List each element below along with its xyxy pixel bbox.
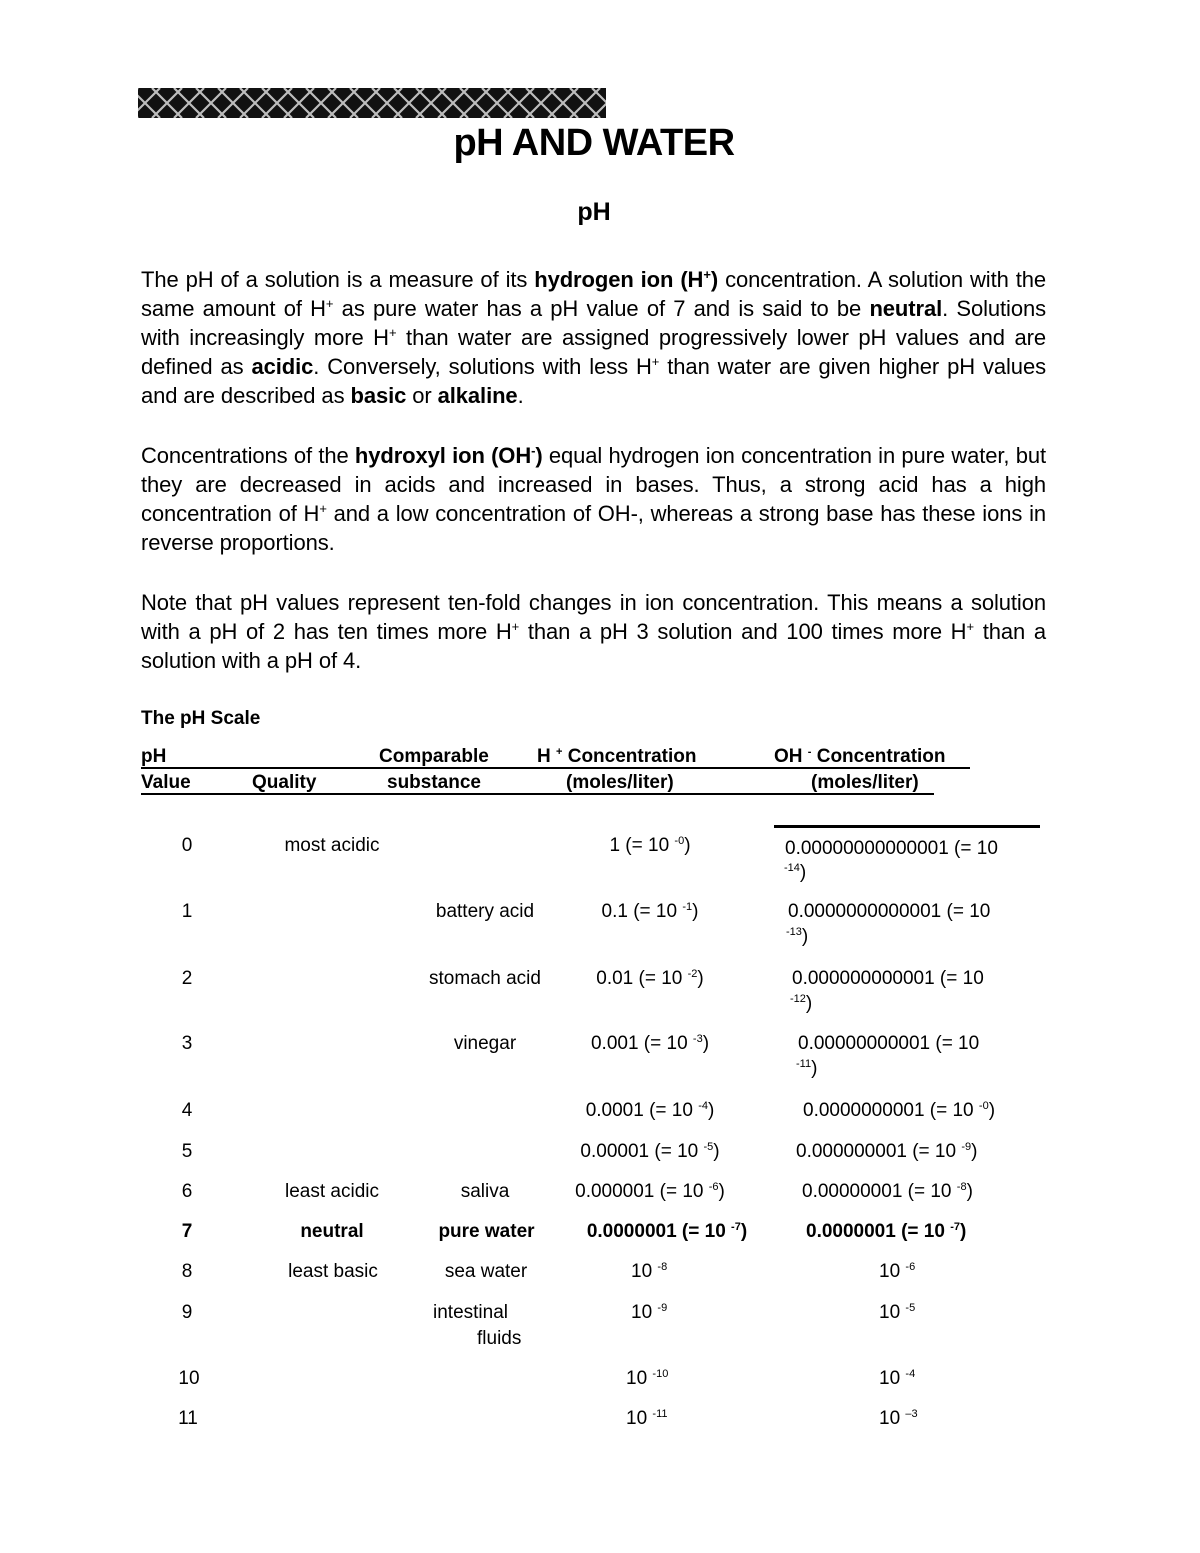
header-substance: substance xyxy=(387,772,481,793)
header-oh-units: (moles/liter) xyxy=(811,772,919,793)
h-concentration-cell: 0.1 (= 10 $^{-1}$) xyxy=(601,901,699,922)
h-concentration-cell: 10 $^{-9}$ xyxy=(631,1302,668,1323)
oh-exponent-wrap: $^{-11}$) xyxy=(796,1058,818,1079)
header-rule-bottom xyxy=(141,793,934,795)
h-concentration-cell: 1 (= 10 $^{-0}$) xyxy=(609,835,691,856)
h-concentration-cell: 0.000001 (= 10 $^{-6}$) xyxy=(575,1181,725,1202)
quality-cell: neutral xyxy=(300,1221,364,1242)
term-acidic: acidic xyxy=(251,354,314,379)
oh-exponent-wrap: $^{-13}$) xyxy=(786,926,809,947)
oh-exponent-wrap: $^{-14}$) xyxy=(784,862,807,883)
table-title: The pH Scale xyxy=(141,708,261,729)
ph-value: 9 xyxy=(181,1302,193,1323)
header-ph: pH xyxy=(141,746,167,767)
oh-column-rule xyxy=(774,825,1040,828)
oh-concentration-cell: 0.0000000001 (= 10 $^{-0}$) xyxy=(803,1100,996,1121)
ph-value: 8 xyxy=(181,1261,193,1282)
ph-value: 11 xyxy=(178,1408,198,1429)
paragraph-ph-definition: The pH of a solution is a measure of its hydrogen ion (H+) concentration. A solution with the same amount of H+ as pure water has a pH value of 7 and is said to be neutral. Solutions with increasingly more H+ than water are assigned progressively lower pH values and are defined as acidic. Conversely, solutions with less H+ than water are given higher pH values and are described as basic or alkaline. xyxy=(141,267,1046,408)
term-basic: basic xyxy=(350,383,407,408)
h-concentration-cell: 0.01 (= 10 $^{-2}$) xyxy=(596,968,704,989)
term-hydrogen-ion: hydrogen ion (H+) xyxy=(534,267,719,292)
header-h-units: (moles/liter) xyxy=(566,772,674,793)
substance-cell: battery acid xyxy=(435,901,535,922)
substance-cell: saliva xyxy=(460,1181,510,1202)
ph-value: 10 xyxy=(178,1368,200,1389)
oh-concentration-cell: 10 $^{-5}$ xyxy=(879,1302,916,1323)
header-h-concentration: H + Concentration xyxy=(537,746,697,767)
term-alkaline: alkaline xyxy=(437,383,518,408)
h-concentration-cell: 0.0001 (= 10 $^{-4}$) xyxy=(585,1100,715,1121)
ph-value: 1 xyxy=(181,901,193,922)
oh-concentration-cell: 10 $^{-3}$ xyxy=(879,1408,918,1429)
oh-concentration-cell: 0.0000001 (= 10 $^{-7}$) xyxy=(806,1221,967,1242)
substance-cell: stomach acid xyxy=(429,968,541,989)
oh-concentration-cell: 0.000000001 (= 10 $^{-9}$) xyxy=(796,1141,978,1162)
substance-cell: sea water xyxy=(444,1261,528,1282)
h-concentration-cell: 10 $^{-10}$ xyxy=(626,1368,669,1389)
header-value: Value xyxy=(141,772,191,793)
oh-concentration-cell: 0.000000000001 (= 10 xyxy=(792,968,984,989)
decorative-banner xyxy=(138,88,606,118)
h-concentration-cell: 0.00001 (= 10 $^{-5}$) xyxy=(580,1141,720,1162)
h-concentration-cell: 10 $^{-11}$ xyxy=(626,1408,668,1429)
h-concentration-cell: 0.0000001 (= 10 $^{-7}$) xyxy=(586,1221,748,1242)
paragraph-ten-fold: Note that pH values represent ten-fold changes in ion concentration. This means a solution with a pH of 2 has ten times more H+ than a pH 3 solution and 100 times more H+ than a solution with a pH of 4. xyxy=(141,590,1046,673)
ph-value: 7 xyxy=(181,1221,193,1242)
quality-cell: least acidic xyxy=(285,1181,379,1202)
ph-value: 4 xyxy=(181,1100,193,1121)
oh-concentration-cell: 10 $^{-4}$ xyxy=(879,1368,916,1389)
ph-value: 2 xyxy=(181,968,193,989)
header-quality: Quality xyxy=(252,772,317,793)
substance-cell: pure water xyxy=(438,1221,535,1242)
h-concentration-cell: 0.001 (= 10 $^{-3}$) xyxy=(590,1033,710,1054)
quality-cell: most acidic xyxy=(284,835,380,856)
header-rule-top xyxy=(141,767,970,769)
oh-concentration-cell: 0.00000000001 (= 10 xyxy=(798,1033,980,1054)
term-neutral: neutral xyxy=(869,296,943,321)
quality-cell: least basic xyxy=(288,1261,378,1282)
paragraph-hydroxyl: Concentrations of the hydroxyl ion (OH-) equal hydrogen ion concentration in pure water, but they are decreased in acids and increased in bases. Thus, a strong acid has a high concentration of H+ and a low concentration of OH-, whereas a strong base has these ions in reverse proportions. xyxy=(141,443,1046,555)
term-hydroxyl-ion: hydroxyl ion (OH-) xyxy=(354,443,543,468)
ph-value: 6 xyxy=(181,1181,193,1202)
oh-concentration-cell: 0.0000000000001 (= 10 xyxy=(788,901,991,922)
ph-value: 3 xyxy=(181,1033,193,1054)
oh-exponent-wrap: $^{-12}$) xyxy=(790,993,813,1014)
crosshatch-pattern xyxy=(138,88,606,118)
header-comparable: Comparable xyxy=(379,746,489,767)
substance-cell-continued: fluids xyxy=(477,1328,522,1349)
oh-concentration-cell: 0.00000001 (= 10 $^{-8}$) xyxy=(802,1181,973,1202)
document-title: pH AND WATER xyxy=(453,122,735,164)
h-concentration-cell: 10 $^{-8}$ xyxy=(631,1261,668,1282)
section-heading: pH xyxy=(577,198,611,226)
substance-cell: vinegar xyxy=(453,1033,517,1054)
ph-value: 0 xyxy=(181,835,193,856)
substance-cell: intestinal xyxy=(433,1302,508,1323)
oh-concentration-cell: 0.00000000000001 (= 10 xyxy=(785,838,998,859)
ph-value: 5 xyxy=(181,1141,193,1162)
oh-concentration-cell: 10 $^{-6}$ xyxy=(879,1261,916,1282)
header-oh-concentration: OH - Concentration xyxy=(774,746,946,767)
